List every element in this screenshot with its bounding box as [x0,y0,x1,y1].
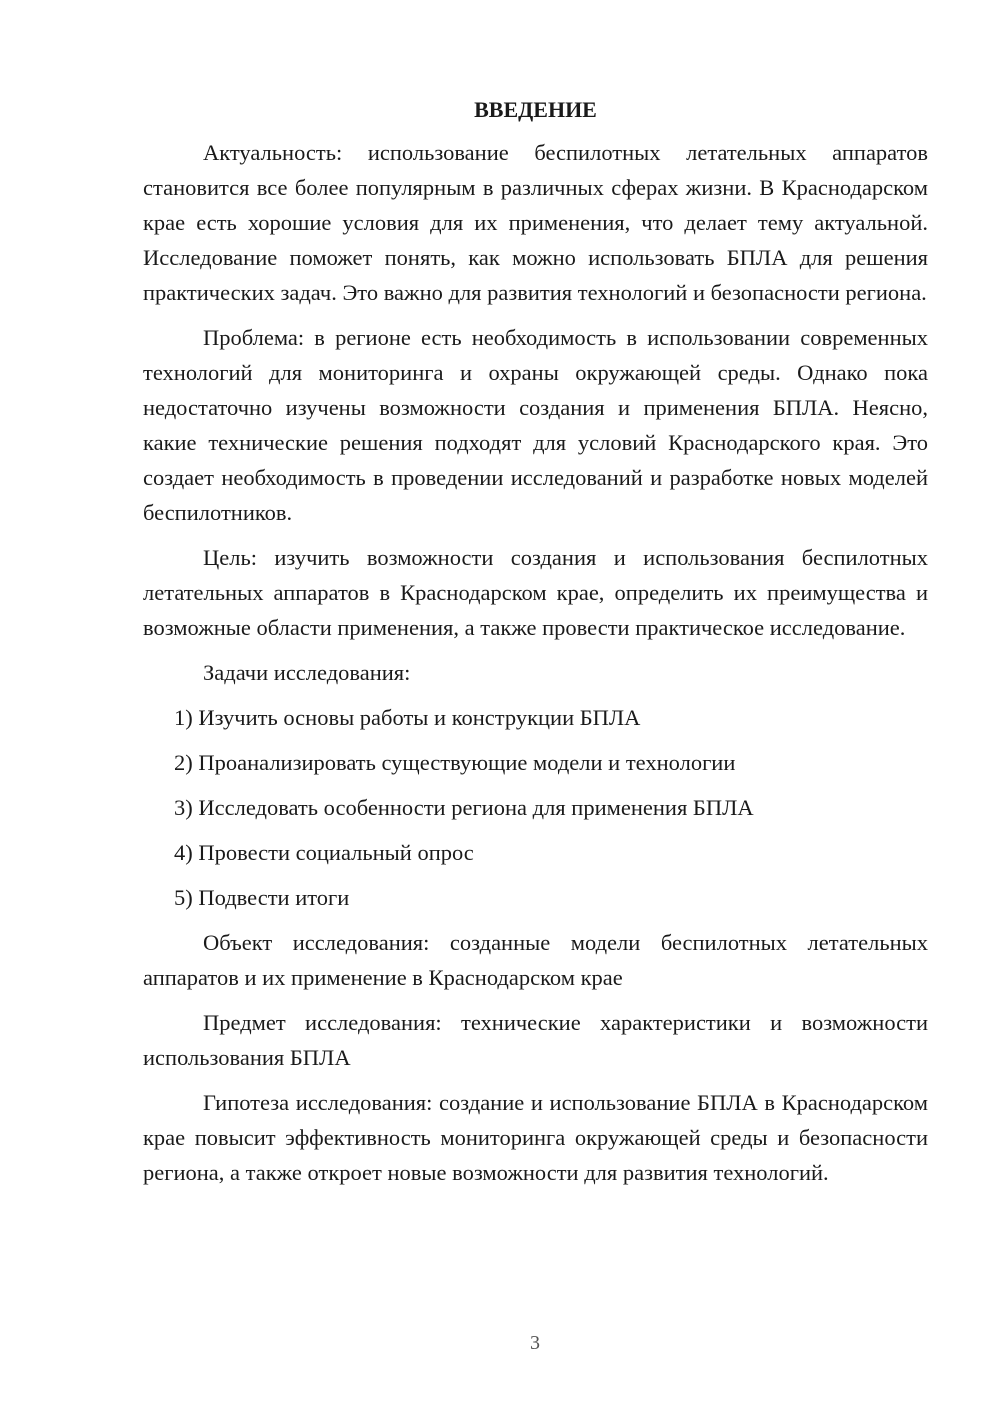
list-item: 1) Изучить основы работы и конструкции БПЛА [174,705,641,730]
paragraph-goal: Цель: изучить возможности создания и использования беспилотных летательных аппаратов в Краснодарском крае, определить их преимущества и возможные области применения, а также провести практическое исследование. [143,545,928,640]
page-title: ВВЕДЕНИЕ [474,97,597,122]
list-item: 5) Подвести итоги [174,885,350,910]
paragraph-relevance: Актуальность: использование беспилотных летательных аппаратов становится все более популярным в различных сферах жизни. В Краснодарском крае есть хорошие условия для их применения, что делает тему актуальной. Исследование поможет понять, как можно использовать БПЛА для решения практических задач. Это важно для развития технологий и безопасности региона. [143,140,928,305]
list-item: 4) Провести социальный опрос [174,840,474,865]
tasks-list [143,700,928,915]
tasks-heading: Задачи исследования: [203,660,411,685]
paragraph-hypothesis: Гипотеза исследования: создание и использование БПЛА в Краснодарском крае повысит эффективность мониторинга окружающей среды и безопасности региона, а также откроет новые возможности для развития технологий. [143,1090,928,1185]
paragraph-problem: Проблема: в регионе есть необходимость в использовании современных технологий для мониторинга и охраны окружающей среды. Однако пока недостаточно изучены возможности создания и применения БПЛА. Неясно, какие технические решения подходят для условий Краснодарского края. Это создает необходимость в проведении исследований и разработке новых моделей беспилотников. [143,325,928,525]
paragraph-object: Объект исследования: созданные модели беспилотных летательных аппаратов и их применение в Краснодарском крае [143,930,928,990]
list-item: 2) Проанализировать существующие модели и технологии [174,750,736,775]
page-number: 3 [530,1332,540,1354]
document-page [143,92,928,1200]
paragraph-subject: Предмет исследования: технические характеристики и возможности использования БПЛА [143,1010,928,1070]
list-item: 3) Исследовать особенности региона для применения БПЛА [174,795,754,820]
